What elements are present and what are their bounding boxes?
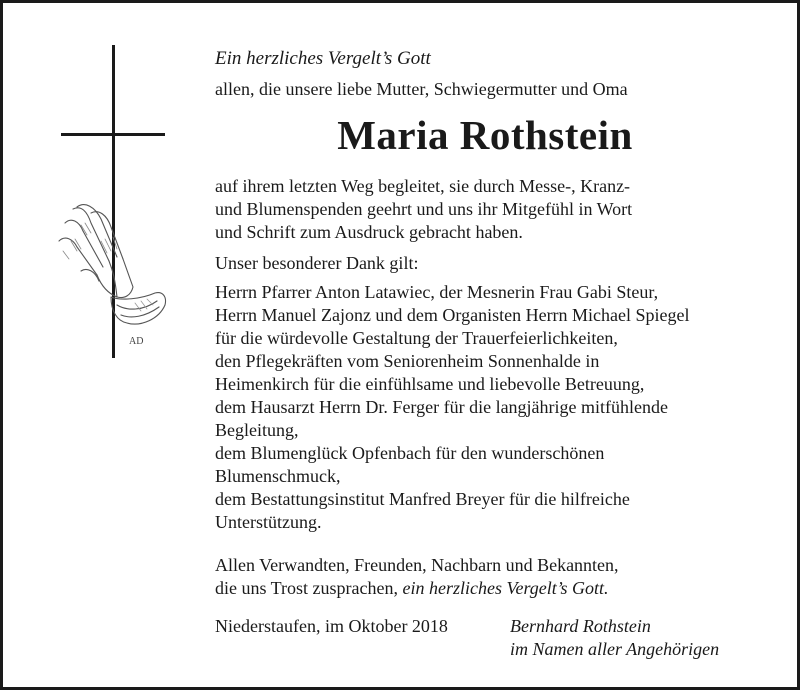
paragraph-line: und Blumenspenden geehrt und uns ihr Mitgefühl in Wort bbox=[215, 199, 633, 219]
signature-block bbox=[510, 615, 719, 661]
thanks-line: Herrn Manuel Zajonz und dem Organisten Herrn Michael Spiegel bbox=[215, 305, 690, 325]
monogram: AD bbox=[129, 336, 144, 347]
thanks-line: Herrn Pfarrer Anton Latawiec, der Mesnerin Frau Gabi Steur, bbox=[215, 282, 659, 302]
closing-line-1: Allen Verwandten, Freunden, Nachbarn und Bekannten, bbox=[215, 555, 619, 575]
thanks-title: Ein herzliches Vergelt’s Gott bbox=[215, 48, 431, 69]
thanks-line: Begleitung, bbox=[215, 420, 299, 440]
place-date: Niederstaufen, im Oktober 2018 bbox=[215, 616, 448, 636]
thanks-line: dem Blumenglück Opfenbach für den wunderschönen bbox=[215, 443, 605, 463]
paragraph-line: auf ihrem letzten Weg begleitet, sie durch Messe-, Kranz- bbox=[215, 176, 631, 196]
thanks-line: dem Bestattungsinstitut Manfred Breyer für die hilfreiche bbox=[215, 489, 630, 509]
thanks-line: für die würdevolle Gestaltung der Trauerfeierlichkeiten, bbox=[215, 328, 618, 348]
thanks-line: Unterstützung. bbox=[215, 512, 322, 532]
cross-icon-crossbar bbox=[61, 133, 165, 136]
thanks-line: Heimenkirch für die einfühlsame und liebevolle Betreuung, bbox=[215, 374, 645, 394]
special-thanks-heading: Unser besonderer Dank gilt: bbox=[215, 253, 419, 273]
closing-line-2-italic: ein herzliches Vergelt’s Gott. bbox=[402, 578, 609, 598]
thanks-list bbox=[215, 281, 690, 534]
thanks-line: Blumenschmuck, bbox=[215, 466, 341, 486]
praying-hands-icon bbox=[51, 201, 171, 347]
paragraph-1 bbox=[215, 175, 632, 244]
thanks-line: den Pflegekräften vom Seniorenheim Sonnenhalde in bbox=[215, 351, 600, 371]
closing bbox=[215, 554, 619, 600]
paragraph-line: und Schrift zum Ausdruck gebracht haben. bbox=[215, 222, 523, 242]
signer-name: Bernhard Rothstein bbox=[510, 616, 651, 636]
deceased-name: Maria Rothstein bbox=[337, 112, 633, 158]
signer-subtitle: im Namen aller Angehörigen bbox=[510, 639, 720, 659]
closing-line-2 bbox=[215, 577, 619, 600]
thanks-line: dem Hausarzt Herrn Dr. Ferger für die langjährige mitfühlende bbox=[215, 397, 669, 417]
closing-line-2-plain: die uns Trost zusprachen, bbox=[215, 578, 403, 598]
intro-line: allen, die unsere liebe Mutter, Schwiegermutter und Oma bbox=[215, 79, 628, 99]
